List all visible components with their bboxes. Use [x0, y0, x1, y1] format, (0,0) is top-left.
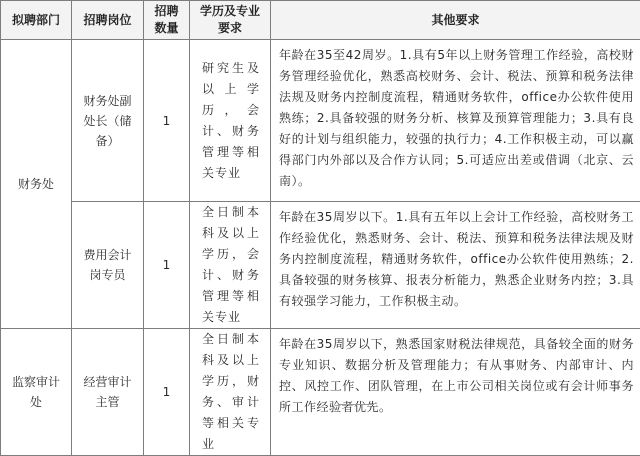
position-cell — [72, 202, 144, 329]
header-row — [1, 1, 640, 40]
position-text: 费用会计岗专员 — [79, 245, 137, 285]
dept-cell-finance: 财务处 — [1, 40, 72, 329]
education-cell: 全日制本科及以上学历，财务、审计等相关专业 — [190, 329, 271, 456]
position-cell — [72, 329, 144, 456]
cut-off-page-edge — [340, 404, 374, 408]
table-row — [1, 40, 640, 202]
requirements-cell: 年龄在35周岁以下，熟悉国家财税法律规范，具备较全面的财务专业知识、数据分析及管理能力；有从事财务、内部审计、内控、风控工作、团队管理，在上市公司相关岗位或有会计师事务所工作经验者优先。 — [271, 329, 640, 456]
position-text: 财务处副处长（储备） — [79, 91, 137, 151]
dept-cell-audit: 监察审计处 — [1, 329, 72, 456]
education-cell: 全日制本科及以上学历，会计、财务管理等相关专业 — [190, 202, 271, 329]
count-cell: 1 — [144, 329, 190, 456]
header-requirements: 其他要求 — [271, 1, 640, 40]
position-cell — [72, 40, 144, 202]
header-dept: 拟聘部门 — [1, 1, 72, 40]
table-row — [1, 202, 640, 329]
header-education: 学历及专业 要求 — [190, 1, 271, 40]
table-row — [1, 329, 640, 456]
requirements-cell: 年龄在35至42周岁。1.具有5年以上财务管理工作经验，高校财务管理经验优化，熟悉高校财务、会计、税法、预算和税务法律法规及财务内控制度流程，精通财务软件，office办公软件使用熟练；2.具备较强的财务分析、核算及预算管理能力；3.具有良好的计划与组织能力，较强的执行力；4.工作积极主动，可以赢得部门内外部以及合作方认同；5.可适应出差或借调（北京、云南）。 — [271, 40, 640, 202]
header-count: 招聘 数量 — [144, 1, 190, 40]
requirements-cell: 年龄在35周岁以下。1.具有五年以上会计工作经验，高校财务工作经验优化，熟悉财务、会计、税法、预算和税务法律法规及财务内控制度流程，精通财务软件，office办公软件使用熟练；2.具备较强的财务核算、报表分析能力，熟悉企业财务内控；3.具有较强学习能力，工作积极主动。 — [271, 202, 640, 329]
position-text: 经营审计主管 — [79, 372, 137, 412]
header-position: 招聘岗位 — [72, 1, 144, 40]
count-cell: 1 — [144, 202, 190, 329]
education-cell: 研究生及以上学历，会计、财务管理等相关专业 — [190, 40, 271, 202]
count-cell: 1 — [144, 40, 190, 202]
